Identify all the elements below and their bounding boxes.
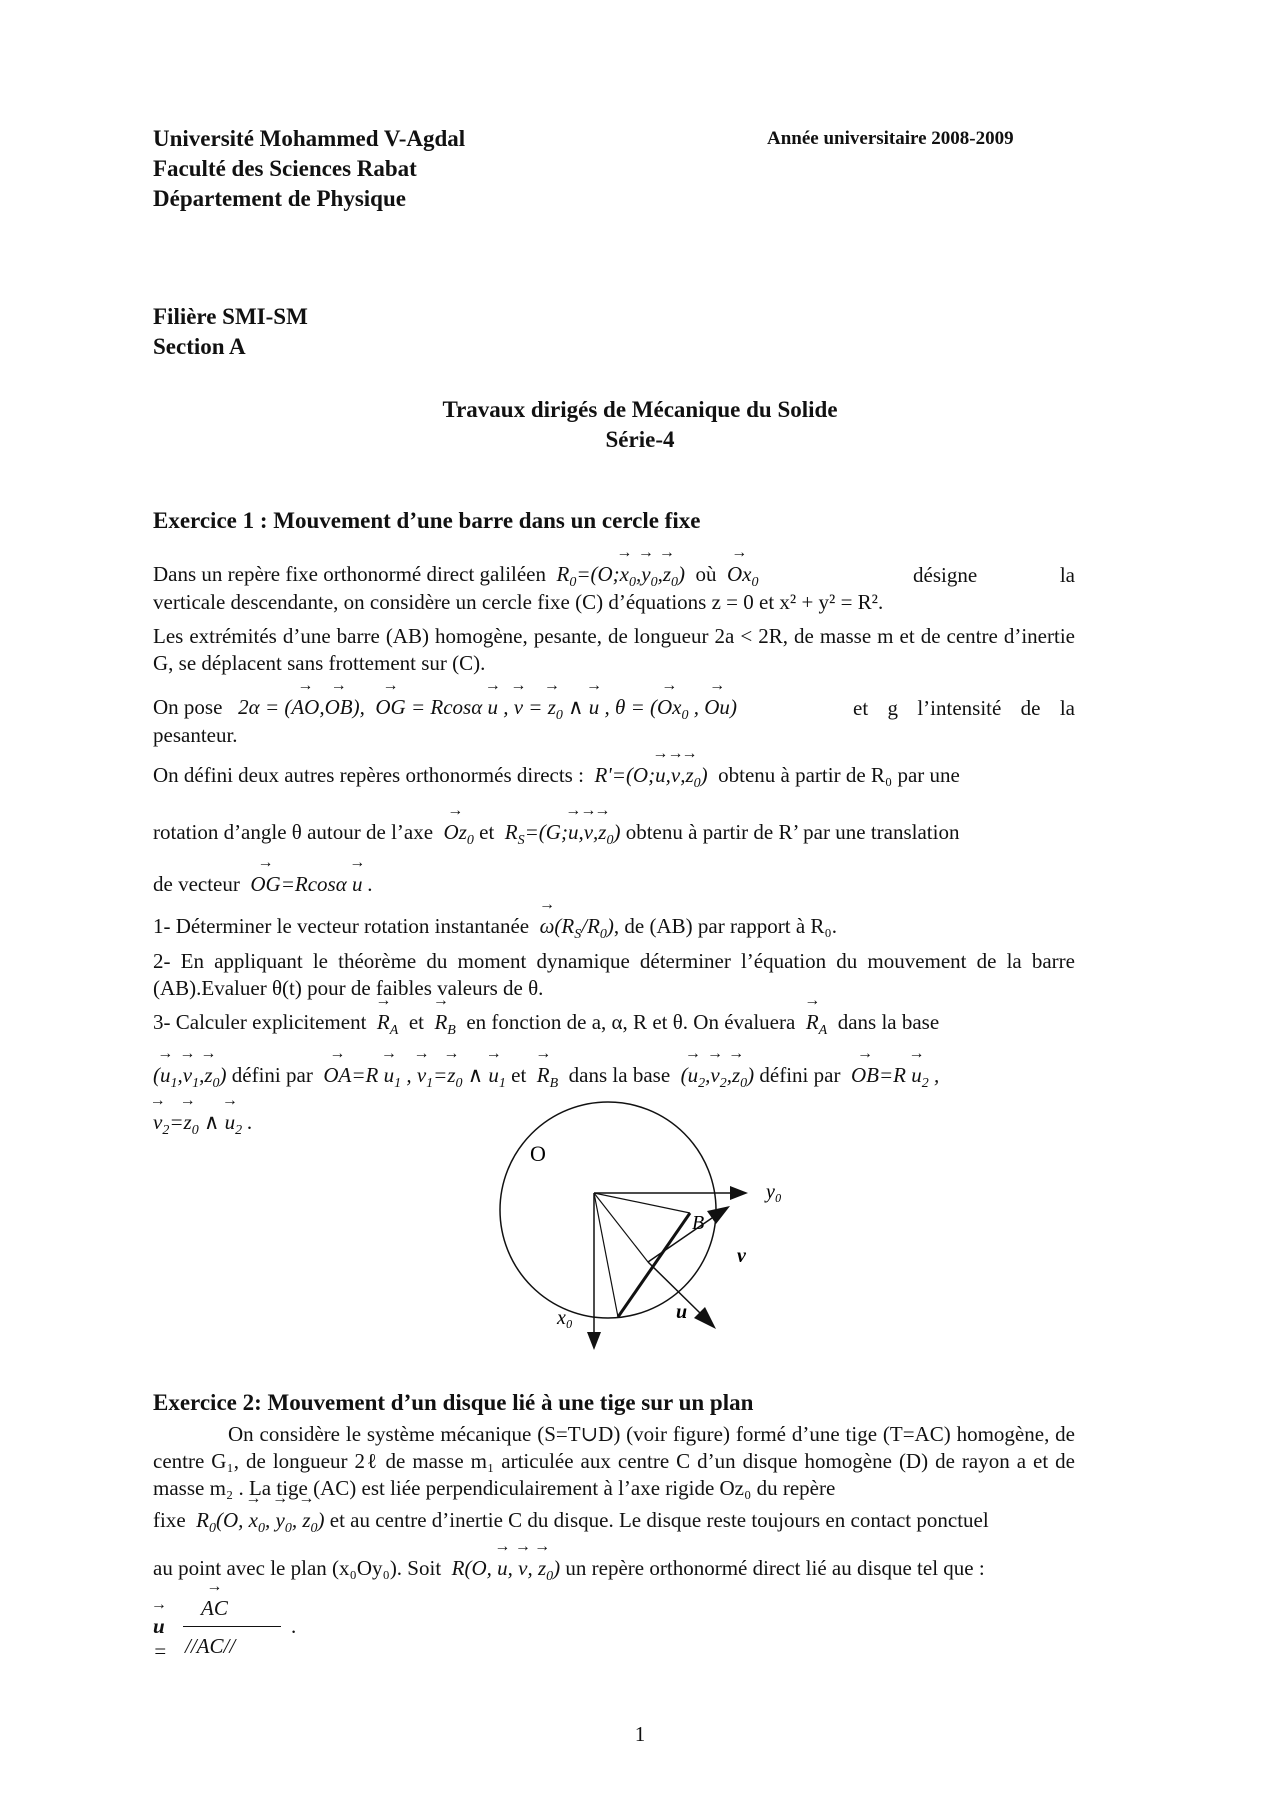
exercise2-heading: Exercice 2: Mouvement d’un disque lié à une tige sur un plan: [153, 1390, 754, 1415]
label-x0: x₀: [557, 1307, 573, 1329]
frac-denominator: //AC//: [185, 1634, 236, 1658]
section-label: Section A: [153, 334, 246, 359]
exercise1-heading: Exercice 1 : Mouvement d’une barre dans un cercle fixe: [153, 508, 701, 533]
ex1-line5: rotation d’angle θ autour de l’axe → $Oz_0$ et $R_S=(G;\to u,\to v,\to z_0)$ obtenu à partir de R’ par une translation: [153, 820, 1075, 849]
ex1-p6: de vecteur: [153, 872, 240, 896]
ex2-line3: au point avec le plan (x₀Oy₀). Soit R(O, → u, → v, → $z_0$) un repère orthonormé direct lié au disque tel que :: [153, 1556, 1075, 1585]
faculty-name: Faculté des Sciences Rabat: [153, 156, 417, 181]
ex2-line2: fixe $R_0(O$, → $x_0$, → $y_0$, → $z_0$) et au centre d’inertie C du disque. Le disque reste toujours en contact ponctuel: [153, 1508, 1075, 1537]
ex1-q3b: et: [408, 1010, 424, 1034]
x0-arrowhead: [587, 1332, 601, 1350]
department-name: Département de Physique: [153, 186, 406, 211]
university-name: Université Mohammed V-Agdal: [153, 126, 466, 151]
ex1-q1: 1- Déterminer le vecteur rotation instantanée → $\omega(R_S/R_0)$, de (AB) par rapport à R₀.: [153, 914, 1075, 943]
ex1-frame-r0: $R_0=(O;\to x_0,\to y_0,\to z_0)$: [551, 562, 685, 586]
ex1-p1b: où: [695, 562, 717, 586]
document-page: Université Mohammed V-Agdal Faculté des Sciences Rabat Département de Physique Année universitaire 2008-2009 Filière SMI-SM Section A Travaux dirigés de Mécanique du Solide Série-4 Exercice 1 : Mouvement d’une barre dans un cercle fixe Dans un repère fixe orthonormé direct galiléen $R_0=(O;\to x_0,\to y_0,\to z_0)$ où → $Ox_0$ désigne la verticale descendante, on considère un cercle fixe (C) d’équations z = 0 et x² + y² = R². Les extrémités d’une barre (AB) homogène, pesante, de longueur 2a < 2R, de masse m et de centre d’inertie G, se déplacent sans frottement sur (C). On pose 2α = (→ AO,→ OB), → OG = Rcosα → u , → v = → $z_0$ ∧ → u , θ = (→ $Ox_0$ , → Ou) et g l’intensité de la pesanteur. On défini deux autres repères orthonormés directs : R'=(O;→ $u,\to v,\to z_0$) obtenu à partir de R₀ par une rotation d’angle θ autour de l’axe → $Oz_0$ et $R_S=(G;\to u,\to v,\to z_0)$ obtenu à partir de R’ par une translation de vecteur → OG=Rcosα → u . 1- Déterminer le vecteur rotation instantanée → $\omega(R_S/R_0)$, de (AB) par rapport à R₀. 2- En appliquant le théorème du moment dynamique déterminer l’équation du mouvement de la barre (AB).Evaluer θ(t) pour de faibles valeurs de θ. 3- Calculer explicitement → $R_A$ et → $R_B$ en fonction de a, α, R et θ. On évaluera → $R_A$ dans la base (→ $u_1,\to v_1,\to z_0$) défini par → $OA=R \to u_1$ , → $v_1=\to z_0$ ∧ → $u_1$ et → $R_B$ dans la base (→ $u_2,\to v_2,\to z_0$) défini par → $OB=R \to u_2$ , → $v_2=\to z_0$ ∧ → $u_2$ . O y₀ x₀ B u v Exercice 2: Mouvement d’un disque lié à une tige sur un plan On considère le système mécanique (S=T∪D) (voir figure) formé d’une tige (T=AC) homogène, de centre G₁, de longueur 2ℓ de masse m₁ articulée aux centre C d’un disque homogène (D) de rayon a et de masse m₂ . La tige (AC) est liée perpendiculairement à l’axe rigide Oz₀ du repère fixe $R_0(O$, → $x_0$, → $y_0$, → $z_0$) et au centre d’inertie C du disque. Le disque reste toujours en contact ponctuel au point avec le plan (x₀Oy₀). Soit R(O, → u, → v, → $z_0$) un repère orthonormé direct lié au disque tel que : → u= → AC //AC// . 1: [0, 0, 1280, 1811]
vector-v: [648, 1218, 712, 1262]
ex1-p4a: On défini deux autres repères orthonormés directs :: [153, 763, 584, 787]
v-arrowhead: [707, 1206, 730, 1224]
page-number: 1: [634, 1722, 646, 1746]
ex1-q3-line1: 3- Calculer explicitement → $R_A$ et → $R_B$ en fonction de a, α, R et θ. On évaluera → $R_A$ dans la base: [153, 1010, 1075, 1039]
ex1-q3-line3: → $v_2=\to z_0$ ∧ → $u_2$ .: [153, 1110, 1075, 1139]
ex1-p5a: rotation d’angle θ autour de l’axe: [153, 820, 434, 844]
ex1-p3b: et g l’intensité de la pesanteur.: [153, 696, 1075, 747]
ex1-p1a: Dans un repère fixe orthonormé direct galiléen: [153, 562, 547, 586]
title-line1: Travaux dirigés de Mécanique du Solide: [442, 397, 838, 422]
label-y0: y₀: [766, 1181, 782, 1203]
label-o: O: [530, 1141, 546, 1166]
institution-block: [153, 124, 465, 214]
label-v: v: [737, 1245, 746, 1267]
ex1-p3a: On pose: [153, 695, 223, 719]
ex1-q1b: , de (AB) par rapport à R₀.: [613, 914, 838, 938]
segment-og: [594, 1193, 648, 1262]
ex2-p1: On considère le système mécanique (S=T∪D) (voir figure) formé d’une tige (T=AC) homogène, de centre G₁, de longueur 2ℓ de masse m₁ articulée aux centre C d’un disque homogène (D) de rayon a et de masse m₂ . La tige (AC) est liée perpendiculairement à l’axe rigide Oz₀ du repère: [153, 1422, 1075, 1500]
ex1-q3h: défini par: [759, 1063, 841, 1087]
ex1-q2: 2- En appliquant le théorème du moment dynamique déterminer l’équation du mouvement de la barre (AB).Evaluer θ(t) pour de faibles valeurs de θ.: [153, 949, 1075, 1000]
y0-arrowhead: [730, 1186, 748, 1200]
ex2-p3a: au point avec le plan (x₀Oy₀). Soit: [153, 1556, 442, 1580]
ex2-p3b: un repère orthonormé direct lié au disque tel que :: [565, 1556, 985, 1580]
label-b: B: [692, 1212, 705, 1234]
segment-oa: [594, 1193, 618, 1317]
ex1-line4: On défini deux autres repères orthonormés directs : R'=(O;→ $u,\to v,\to z_0$) obtenu à partir de R₀ par une: [153, 763, 1075, 792]
label-u: u: [676, 1301, 688, 1323]
ex1-q3c: en fonction de a, α, R et θ. On évaluera: [466, 1010, 796, 1034]
ex1-q3a: 3- Calculer explicitement: [153, 1010, 367, 1034]
ex1-p5c: obtenu à partir de R’ par une translation: [625, 820, 960, 844]
segment-ob: [594, 1193, 690, 1213]
ex1-line1: Dans un repère fixe orthonormé direct galiléen $R_0=(O;\to x_0,\to y_0,\to z_0)$ où → $Ox_0$: [153, 562, 1075, 591]
ex1-q3e: défini par: [231, 1063, 313, 1087]
frac-numerator: → AC: [201, 1596, 228, 1621]
ex1-q3-line2: (→ $u_1,\to v_1,\to z_0$) défini par → $OA=R \to u_1$ , → $v_1=\to z_0$ ∧ → $u_1$ et → $R_B$ dans la base (→ $u_2,\to v_2,\to z_0$) défini par → $OB=R \to u_2$ ,: [153, 1063, 1075, 1092]
ex1-q3g: dans la base: [568, 1063, 671, 1087]
figure-bar-in-circle: [480, 1120, 780, 1370]
program-block: [153, 302, 308, 362]
ex1-q3f: et: [511, 1063, 527, 1087]
ex2-p2a: fixe: [153, 1508, 186, 1532]
filiere-label: Filière SMI-SM: [153, 304, 308, 329]
ex1-p2: Les extrémités d’une barre (AB) homogène, pesante, de longueur 2a < 2R, de masse m et de centre d’inertie G, se déplacent sans frottement sur (C).: [153, 624, 1075, 675]
ex2-p2b: et au centre d’inertie C du disque. Le disque reste toujours en contact ponctuel: [329, 1508, 989, 1532]
document-title: [0, 395, 1280, 455]
ex1-p4b: obtenu à partir de R₀ par une: [718, 763, 960, 787]
ex1-p1c: désigne la verticale descendante, on considère un cercle fixe (C) d’équations z = 0 et x² + y² = R².: [153, 563, 1075, 614]
vector-u: [648, 1262, 700, 1313]
academic-year: Année universitaire 2008-2009: [767, 128, 1014, 149]
ex1-q3d: dans la base: [837, 1010, 940, 1034]
ex1-line6: de vecteur → OG=Rcosα → u .: [153, 872, 1075, 897]
ex1-p5b: et: [479, 820, 495, 844]
ex1-q1a: 1- Déterminer le vecteur rotation instantanée: [153, 914, 530, 938]
title-line2: Série-4: [605, 427, 675, 452]
ex1-definitions: 2α = (→ AO,→ OB), → OG = Rcosα → u , → v = → $z_0$ ∧ → u , θ = (→ $Ox_0$ , → Ou): [228, 695, 737, 719]
